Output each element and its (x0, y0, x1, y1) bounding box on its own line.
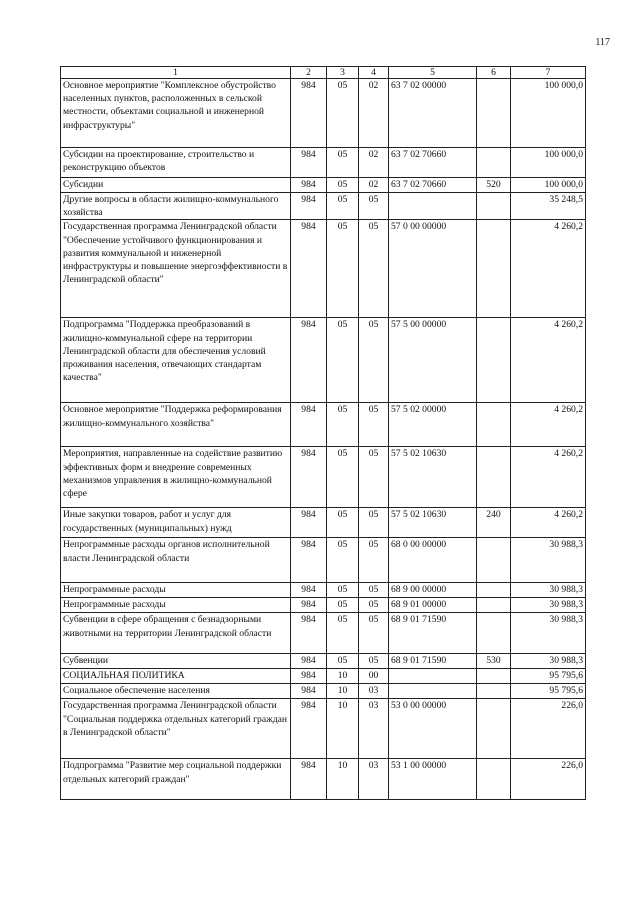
cell-code: 984 (291, 79, 327, 148)
cell-section: 10 (327, 684, 359, 699)
cell-name: Другие вопросы в области жилищно-коммунального хозяйства (61, 193, 291, 220)
cell-subsection: 02 (359, 148, 389, 178)
column-header: 5 (389, 67, 477, 79)
cell-expense-type (477, 148, 511, 178)
cell-subsection: 05 (359, 403, 389, 447)
cell-amount: 226,0 (511, 699, 586, 759)
cell-expense-type: 530 (477, 654, 511, 669)
cell-expense-type (477, 759, 511, 800)
cell-expense-type (477, 669, 511, 684)
cell-code: 984 (291, 148, 327, 178)
cell-name: СОЦИАЛЬНАЯ ПОЛИТИКА (61, 669, 291, 684)
cell-amount: 30 988,3 (511, 538, 586, 583)
cell-name: Основное мероприятие "Комплексное обустройство населенных пунктов, расположенных в сельской местности, объектами социальной и инженерной инфраструктуры" (61, 79, 291, 148)
cell-target-article: 63 7 02 00000 (389, 79, 477, 148)
cell-expense-type (477, 538, 511, 583)
cell-amount: 4 260,2 (511, 508, 586, 538)
table-row (61, 148, 586, 178)
cell-code: 984 (291, 684, 327, 699)
cell-amount: 226,0 (511, 759, 586, 800)
cell-code: 984 (291, 447, 327, 508)
header-row (61, 67, 586, 79)
table-row (61, 193, 586, 220)
cell-target-article: 57 5 00 00000 (389, 318, 477, 403)
cell-section: 05 (327, 447, 359, 508)
cell-subsection: 05 (359, 598, 389, 613)
cell-subsection: 05 (359, 220, 389, 318)
cell-subsection: 05 (359, 583, 389, 598)
cell-amount: 4 260,2 (511, 403, 586, 447)
cell-code: 984 (291, 193, 327, 220)
cell-target-article: 53 1 00 00000 (389, 759, 477, 800)
cell-name: Субвенции (61, 654, 291, 669)
cell-section: 05 (327, 598, 359, 613)
cell-name: Непрограммные расходы органов исполнительной власти Ленинградской области (61, 538, 291, 583)
cell-subsection: 02 (359, 79, 389, 148)
cell-subsection: 05 (359, 654, 389, 669)
cell-amount: 95 795,6 (511, 669, 586, 684)
cell-subsection: 03 (359, 699, 389, 759)
cell-subsection: 05 (359, 447, 389, 508)
cell-amount: 30 988,3 (511, 654, 586, 669)
cell-section: 05 (327, 538, 359, 583)
cell-expense-type (477, 699, 511, 759)
cell-subsection: 05 (359, 613, 389, 654)
cell-name: Мероприятия, направленные на содействие развитию эффективных форм и внедрение современных механизмов управления в жилищно-коммунальной сфере (61, 447, 291, 508)
table-row (61, 403, 586, 447)
cell-name: Основное мероприятие "Поддержка реформирования жилищно-коммунального хозяйства" (61, 403, 291, 447)
cell-amount: 30 988,3 (511, 583, 586, 598)
cell-expense-type (477, 79, 511, 148)
cell-name: Непрограммные расходы (61, 598, 291, 613)
cell-expense-type (477, 318, 511, 403)
cell-name: Государственная программа Ленинградской области "Обеспечение устойчивого функционирования и развития коммунальной и инженерной инфраструктуры и повышение энергоэффективности в Ленинградской области" (61, 220, 291, 318)
cell-section: 05 (327, 220, 359, 318)
table-row (61, 79, 586, 148)
cell-expense-type (477, 403, 511, 447)
cell-section: 05 (327, 403, 359, 447)
cell-code: 984 (291, 613, 327, 654)
cell-amount: 30 988,3 (511, 598, 586, 613)
cell-subsection: 05 (359, 538, 389, 583)
cell-target-article (389, 684, 477, 699)
budget-table (60, 66, 586, 800)
cell-code: 984 (291, 669, 327, 684)
table-row (61, 598, 586, 613)
cell-code: 984 (291, 598, 327, 613)
cell-code: 984 (291, 220, 327, 318)
cell-target-article: 68 0 00 00000 (389, 538, 477, 583)
cell-subsection: 05 (359, 193, 389, 220)
cell-amount: 4 260,2 (511, 220, 586, 318)
table-row (61, 583, 586, 598)
cell-name: Государственная программа Ленинградской области "Социальная поддержка отдельных категорий граждан в Ленинградской области" (61, 699, 291, 759)
cell-name: Подпрограмма "Поддержка преобразований в жилищно-коммунальной сфере на территории Ленинградской области для обеспечения условий проживания населения, отвечающих стандартам качества" (61, 318, 291, 403)
cell-amount: 100 000,0 (511, 148, 586, 178)
cell-section: 05 (327, 178, 359, 193)
cell-target-article: 68 9 00 00000 (389, 583, 477, 598)
table-row (61, 447, 586, 508)
cell-code: 984 (291, 538, 327, 583)
table-row (61, 613, 586, 654)
cell-amount: 4 260,2 (511, 447, 586, 508)
cell-target-article: 68 9 01 00000 (389, 598, 477, 613)
cell-subsection: 00 (359, 669, 389, 684)
cell-target-article: 68 9 01 71590 (389, 613, 477, 654)
table-row (61, 699, 586, 759)
table-row (61, 318, 586, 403)
table-row (61, 669, 586, 684)
table-row (61, 759, 586, 800)
cell-amount: 35 248,5 (511, 193, 586, 220)
column-header: 3 (327, 67, 359, 79)
cell-target-article (389, 669, 477, 684)
cell-expense-type (477, 193, 511, 220)
cell-name: Субсидии на проектирование, строительство и реконструкцию объектов (61, 148, 291, 178)
cell-name: Непрограммные расходы (61, 583, 291, 598)
cell-expense-type (477, 598, 511, 613)
cell-section: 10 (327, 699, 359, 759)
cell-target-article: 57 5 02 10630 (389, 508, 477, 538)
cell-code: 984 (291, 403, 327, 447)
cell-section: 05 (327, 148, 359, 178)
cell-name: Субсидии (61, 178, 291, 193)
cell-subsection: 05 (359, 508, 389, 538)
cell-section: 05 (327, 318, 359, 403)
cell-target-article: 68 9 01 71590 (389, 654, 477, 669)
cell-target-article: 53 0 00 00000 (389, 699, 477, 759)
table-row (61, 538, 586, 583)
cell-name: Подпрограмма "Развитие мер социальной поддержки отдельных категорий граждан" (61, 759, 291, 800)
cell-code: 984 (291, 699, 327, 759)
table-row (61, 508, 586, 538)
cell-name: Социальное обеспечение населения (61, 684, 291, 699)
cell-section: 05 (327, 79, 359, 148)
cell-section: 05 (327, 613, 359, 654)
cell-amount: 30 988,3 (511, 613, 586, 654)
cell-amount: 95 795,6 (511, 684, 586, 699)
cell-name: Субвенции в сфере обращения с безнадзорными животными на территории Ленинградской области (61, 613, 291, 654)
cell-subsection: 02 (359, 178, 389, 193)
cell-section: 10 (327, 669, 359, 684)
cell-target-article: 57 5 02 10630 (389, 447, 477, 508)
cell-target-article: 63 7 02 70660 (389, 178, 477, 193)
table-row (61, 178, 586, 193)
cell-target-article: 57 0 00 00000 (389, 220, 477, 318)
cell-section: 05 (327, 193, 359, 220)
column-header: 4 (359, 67, 389, 79)
table-row (61, 220, 586, 318)
column-header: 6 (477, 67, 511, 79)
cell-section: 05 (327, 583, 359, 598)
cell-section: 05 (327, 508, 359, 538)
cell-subsection: 03 (359, 684, 389, 699)
page-number: 117 (595, 37, 610, 48)
cell-amount: 4 260,2 (511, 318, 586, 403)
table-row (61, 684, 586, 699)
cell-expense-type (477, 447, 511, 508)
cell-code: 984 (291, 508, 327, 538)
cell-target-article: 63 7 02 70660 (389, 148, 477, 178)
cell-target-article: 57 5 02 00000 (389, 403, 477, 447)
cell-section: 05 (327, 654, 359, 669)
cell-expense-type: 240 (477, 508, 511, 538)
cell-subsection: 05 (359, 318, 389, 403)
cell-code: 984 (291, 583, 327, 598)
cell-code: 984 (291, 654, 327, 669)
cell-code: 984 (291, 178, 327, 193)
column-header: 1 (61, 67, 291, 79)
table-row (61, 654, 586, 669)
column-header: 2 (291, 67, 327, 79)
cell-expense-type (477, 583, 511, 598)
cell-expense-type (477, 613, 511, 654)
cell-expense-type (477, 684, 511, 699)
cell-code: 984 (291, 759, 327, 800)
cell-target-article (389, 193, 477, 220)
cell-subsection: 03 (359, 759, 389, 800)
column-header: 7 (511, 67, 586, 79)
cell-name: Иные закупки товаров, работ и услуг для государственных (муниципальных) нужд (61, 508, 291, 538)
cell-expense-type: 520 (477, 178, 511, 193)
cell-amount: 100 000,0 (511, 178, 586, 193)
cell-section: 10 (327, 759, 359, 800)
cell-amount: 100 000,0 (511, 79, 586, 148)
cell-expense-type (477, 220, 511, 318)
cell-code: 984 (291, 318, 327, 403)
